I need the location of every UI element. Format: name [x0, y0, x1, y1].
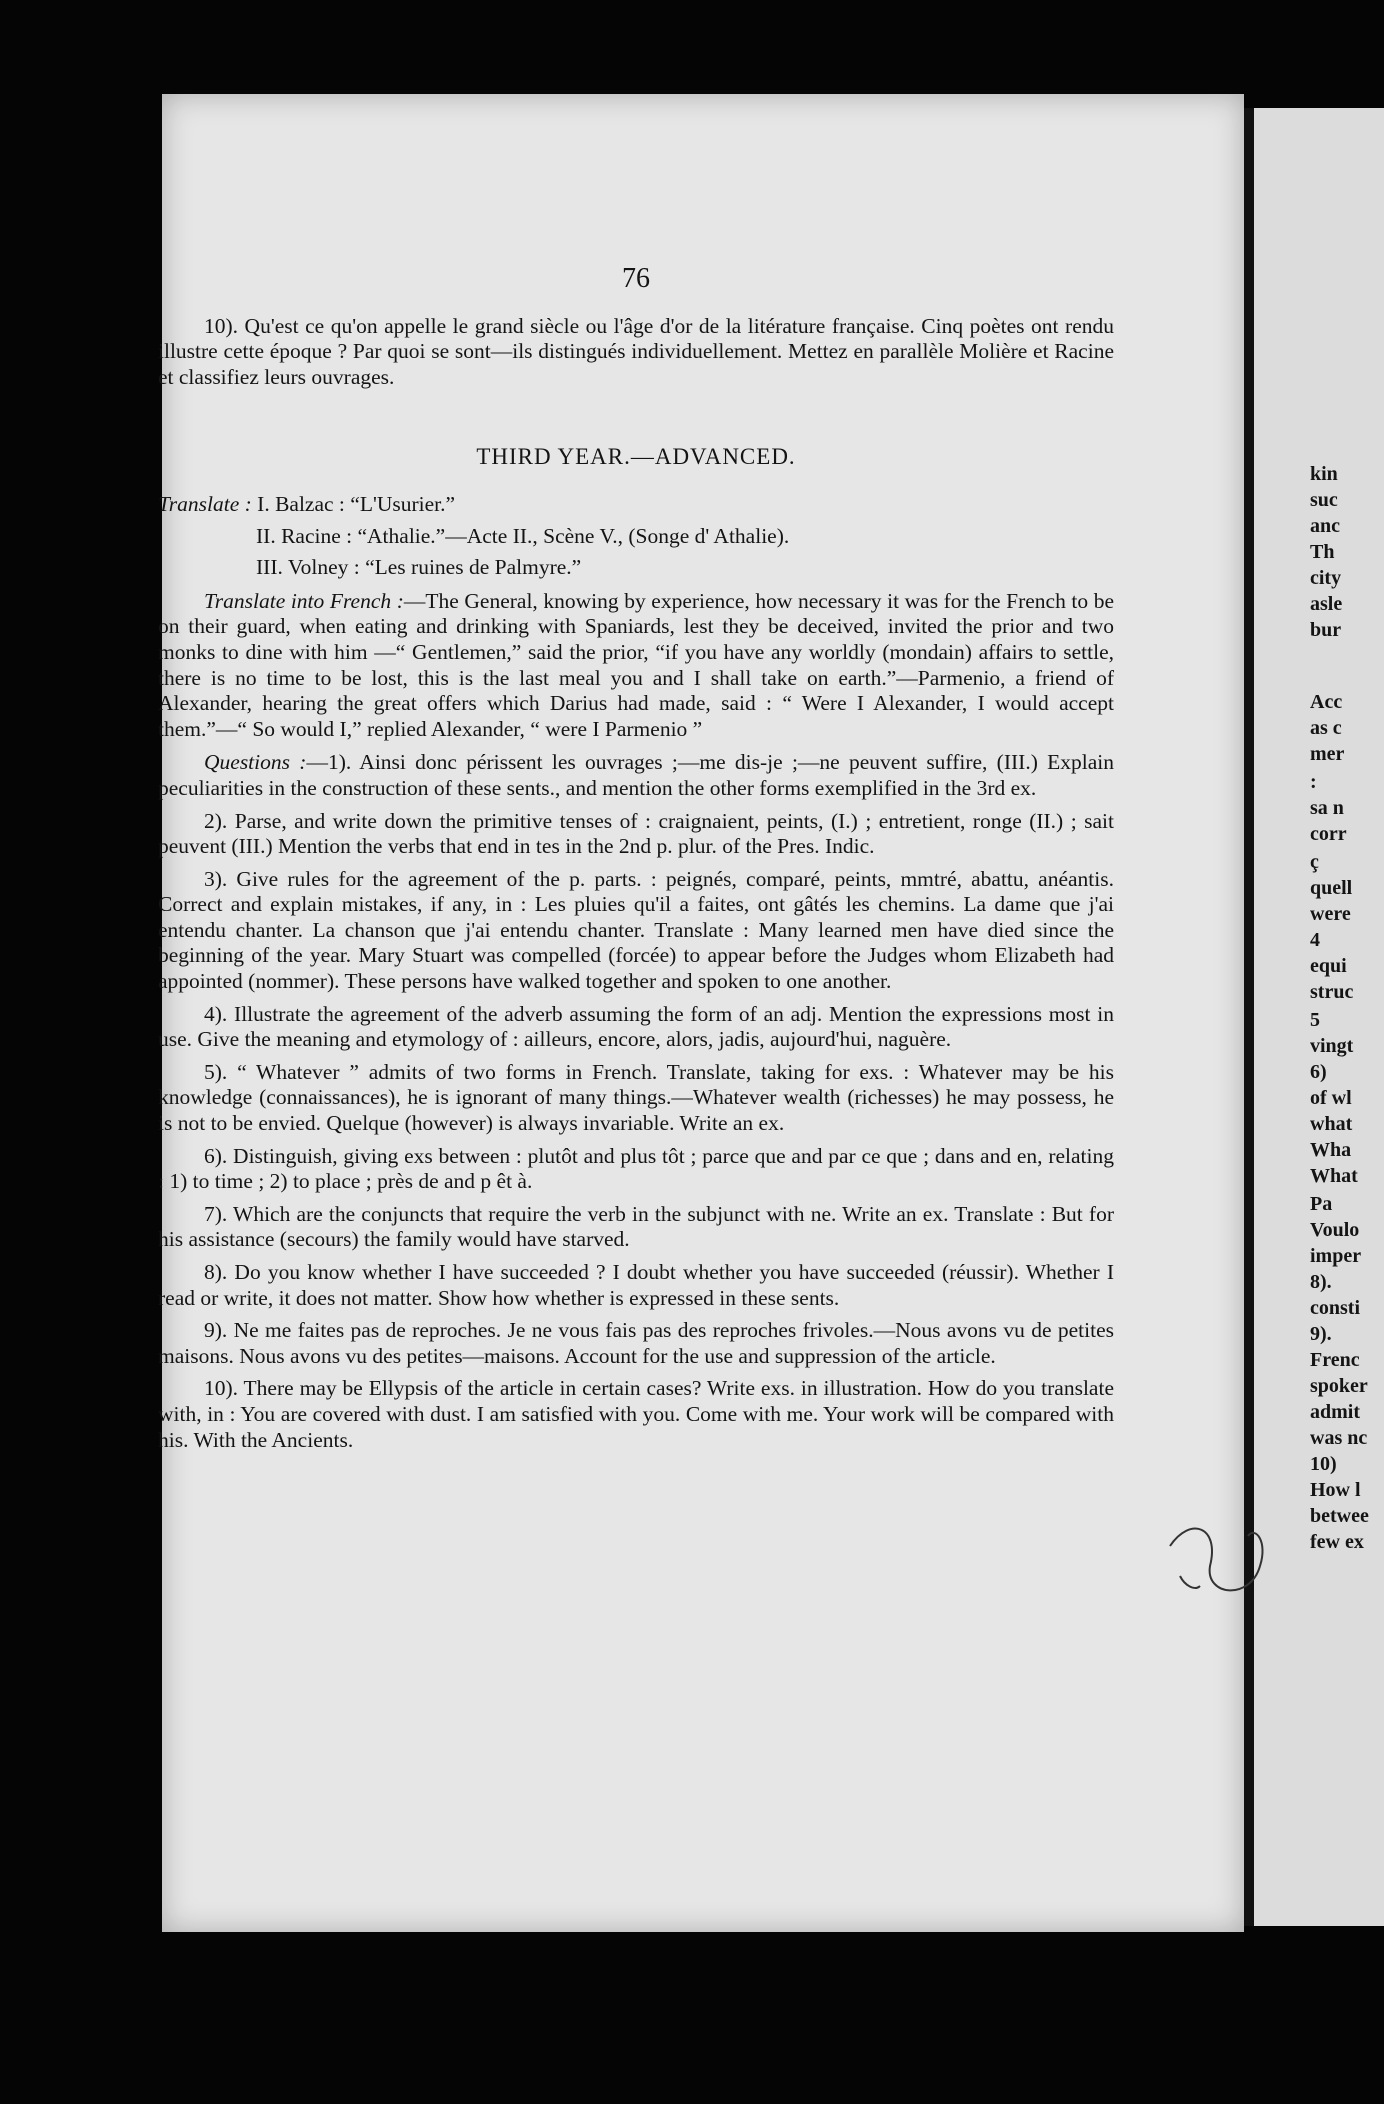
questions-label: Questions : [204, 750, 307, 775]
translate-item: II. Racine : “Athalie.”—Acte II., Scène V., (Songe d' Athalie). [256, 523, 790, 548]
facing-page-fragment: 6) [1310, 1061, 1327, 1083]
facing-page-fragment: sa n [1310, 797, 1344, 819]
facing-page-fragment: 10) [1310, 1453, 1337, 1475]
intro-question: 10). Qu'est ce qu'on appelle le grand siècle ou l'âge d'or de la litérature française. Cinq poètes ont rendu illustre cette époque ? Par quoi se sont—ils distingués individuellement. Mettez en parallèle Molière et Racine et classifiez leurs ouvrages. [158, 313, 1114, 389]
question-2: 2). Parse, and write down the primitive tenses of : craignaient, peints, (I.) ; entretient, ronge (II.) ; sait peuvent (III.) Mention the verbs that end in tes in the 2nd p. plur. of the Pres. Indic. [158, 808, 1114, 859]
question-9: 9). Ne me faites pas de reproches. Je ne vous fais pas des reproches frivoles.—Nous avons vu de petites maisons. Nous avons vu des petites—maisons. Account for the use and suppression of the article. [158, 1318, 1114, 1368]
pencil-scribble [1160, 1506, 1280, 1616]
facing-page-fragment: asle [1310, 593, 1343, 615]
facing-page-fragment: 4 [1310, 929, 1320, 951]
facing-page-fragment: Th [1310, 541, 1335, 563]
facing-page-fragment: 9). [1310, 1323, 1332, 1345]
facing-page-fragment: 5 [1310, 1009, 1320, 1031]
facing-page-fragment: were [1310, 903, 1351, 925]
page-gutter [1244, 108, 1254, 1926]
translate-item-text: I. Balzac : “L'Usurier.” [257, 491, 456, 516]
facing-page-fragment: suc [1310, 489, 1338, 511]
translate-label: Translate : [158, 491, 252, 516]
facing-page-fragment: city [1310, 567, 1342, 589]
facing-page-fragment: Acc [1310, 691, 1343, 713]
facing-page-fragment: spoker [1310, 1375, 1368, 1397]
question-1 [158, 750, 1114, 801]
facing-page-fragment: Pa [1310, 1193, 1333, 1215]
facing-page-fragment: mer [1310, 743, 1345, 765]
translate-into-french [158, 589, 1114, 743]
facing-page-fragment: betwee [1310, 1505, 1369, 1527]
section-heading: THIRD YEAR.—ADVANCED. [476, 444, 796, 470]
translate-item: III. Volney : “Les ruines de Palmyre.” [256, 555, 582, 580]
facing-page-fragment: admit [1310, 1401, 1360, 1423]
facing-page-fragment: What [1310, 1165, 1358, 1187]
facing-page-fragment: kin [1310, 463, 1338, 485]
facing-page-fragment: : [1310, 771, 1317, 793]
facing-page-fragment: of wl [1310, 1087, 1352, 1109]
translate-into-french-label: Translate into French : [204, 588, 404, 613]
question-7: 7). Which are the conjuncts that require the verb in the subjunct with ne. Write an ex. Translate : But for his assistance (secours) the family would have starved. [158, 1201, 1114, 1252]
question-5: 5). “ Whatever ” admits of two forms in French. Translate, taking for exs. : Whatever may be his knowledge (connaissances), he is ignorant of many things.—Whatever wealth (richesses) he may possess, he is not to be envied. Quelque (however) is always invariable. Write an ex. [158, 1059, 1114, 1136]
facing-page-fragment: struc [1310, 981, 1354, 1003]
page-number: 76 [622, 263, 650, 294]
facing-page-fragment: consti [1310, 1297, 1360, 1319]
facing-page-fragment: bur [1310, 619, 1342, 641]
facing-page-fragment: Frenc [1310, 1349, 1360, 1371]
question-6: 6). Distinguish, giving exs between : plutôt and plus tôt ; parce que and par ce que ; dans and en, relating : 1) to time ; 2) to place ; près de and p êt à. [158, 1143, 1114, 1194]
page-text [158, 170, 1114, 1460]
facing-page-fragment: corr [1310, 823, 1347, 845]
facing-page-fragment: anc [1310, 515, 1340, 537]
facing-page-fragment: was nc [1310, 1427, 1368, 1449]
facing-page-fragment: quell [1310, 877, 1353, 899]
facing-page-fragment: what [1310, 1113, 1353, 1135]
facing-page-fragment: Voulo [1310, 1219, 1360, 1241]
facing-page-fragment: 8). [1310, 1271, 1332, 1293]
facing-page-fragment: vingt [1310, 1035, 1354, 1057]
facing-page-fragment: equi [1310, 955, 1347, 977]
facing-page [1254, 108, 1384, 1926]
question-8: 8). Do you know whether I have succeeded ? I doubt whether you have succeeded (réussir). Whether I read or write, it does not matter. Show how whether is expressed in these sents. [158, 1260, 1114, 1310]
question-4: 4). Illustrate the agreement of the adverb assuming the form of an adj. Mention the expressions most in use. Give the meaning and etymology of : ailleurs, encore, alors, jadis, aujourd'hui, naguère. [158, 1001, 1114, 1052]
facing-page-fragment: Wha [1310, 1139, 1352, 1161]
facing-page-fragment: few ex [1310, 1531, 1364, 1553]
facing-page-fragment: How l [1310, 1479, 1361, 1501]
translate-item [158, 492, 1114, 518]
question-10: 10). There may be Ellypsis of the article in certain cases? Write exs. in illustration. How do you translate with, in : You are covered with dust. I am satisfied with you. Come with me. Your work will be compared with his. With the Ancients. [158, 1376, 1114, 1452]
facing-page-fragment: imper [1310, 1245, 1362, 1267]
question-3: 3). Give rules for the agreement of the p. parts. : peignés, comparé, peints, mmtré, abattu, anéantis. Correct and explain mistakes, if any, in : Les pluies qu'il a faites, ont gâtés les chemins. La dame que j'ai entendu chanter. La chanson que j'ai entendu chanter. Translate : Many learned men have died since the beginning of the year. Mary Stuart was compelled (forcée) to appear before the Judges whom Elizabeth had appointed (nommer). These persons have walked together and spoken to one another. [158, 866, 1114, 994]
facing-page-fragment: as c [1310, 717, 1342, 739]
facing-page-fragment: ç [1310, 851, 1319, 873]
question-text: —1). Ainsi donc périssent les ouvrages ;—me dis-je ;—ne peuvent suffire, (III.) Explain peculiarities in the construction of these sents., and mention the other forms exemplified in the 3rd ex. [158, 750, 1114, 800]
translate-list [158, 492, 1114, 581]
translate-into-french-text: —The General, knowing by experience, how necessary it was for the French to be on their guard, when eating and drinking with Spaniards, lest they be deceived, invited the prior and two monks to dine with him —“ Gentlemen,” said the prior, “if you have any worldly (mondain) affairs to settle, there is no time to be lost, this is the last meal you and I shall take on earth.”—Parmenio, a friend of Alexander, hearing the great offers which Darius had made, said : “ Were I Alexander, I would accept them.”—“ So would I,” replied Alexander, “ were I Parmenio ” [158, 588, 1115, 741]
